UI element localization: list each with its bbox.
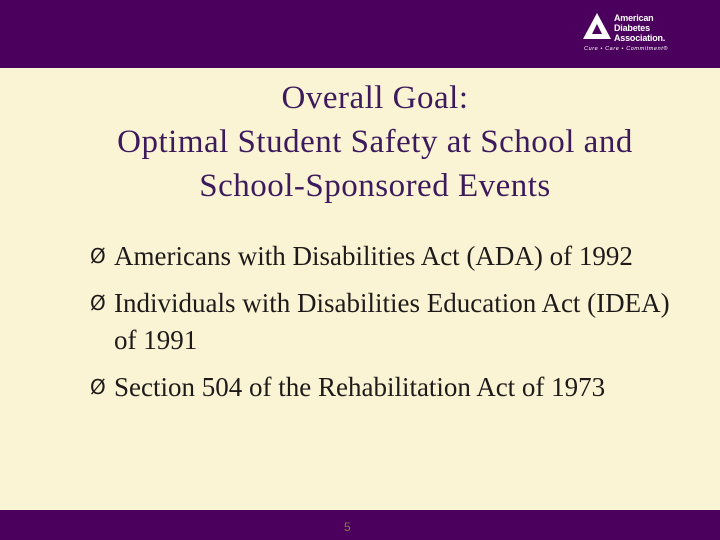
page-number: 5 [344, 520, 351, 534]
ada-logo [582, 10, 702, 62]
bullet-text: Section 504 of the Rehabilitation Act of 1973 [114, 372, 606, 402]
slide-title [0, 76, 720, 208]
footer-bar [0, 510, 720, 540]
title-line: Optimal Student Safety at School and [117, 124, 633, 160]
logo-wordmark: American Diabetes Association. [614, 13, 666, 43]
bullet-item [90, 238, 690, 275]
bullet-text: Americans with Disabilities Act (ADA) of 1992 [114, 241, 633, 271]
logo-tagline: Cure • Care • Commitment® [584, 46, 669, 52]
arrow-bullet-icon: Ø [90, 375, 106, 399]
title-line: Overall Goal: [281, 80, 469, 116]
bullet-text: Individuals with Disabilities Education Act (IDEA) of 1991 [114, 288, 670, 355]
arrow-bullet-icon: Ø [90, 291, 106, 315]
triangle-logo-icon [582, 12, 612, 40]
header-bar [0, 0, 720, 68]
bullet-item [90, 369, 690, 406]
arrow-bullet-icon: Ø [90, 244, 106, 268]
bullet-item [90, 285, 690, 359]
bullet-list [90, 238, 690, 416]
title-line: School-Sponsored Events [199, 168, 551, 204]
